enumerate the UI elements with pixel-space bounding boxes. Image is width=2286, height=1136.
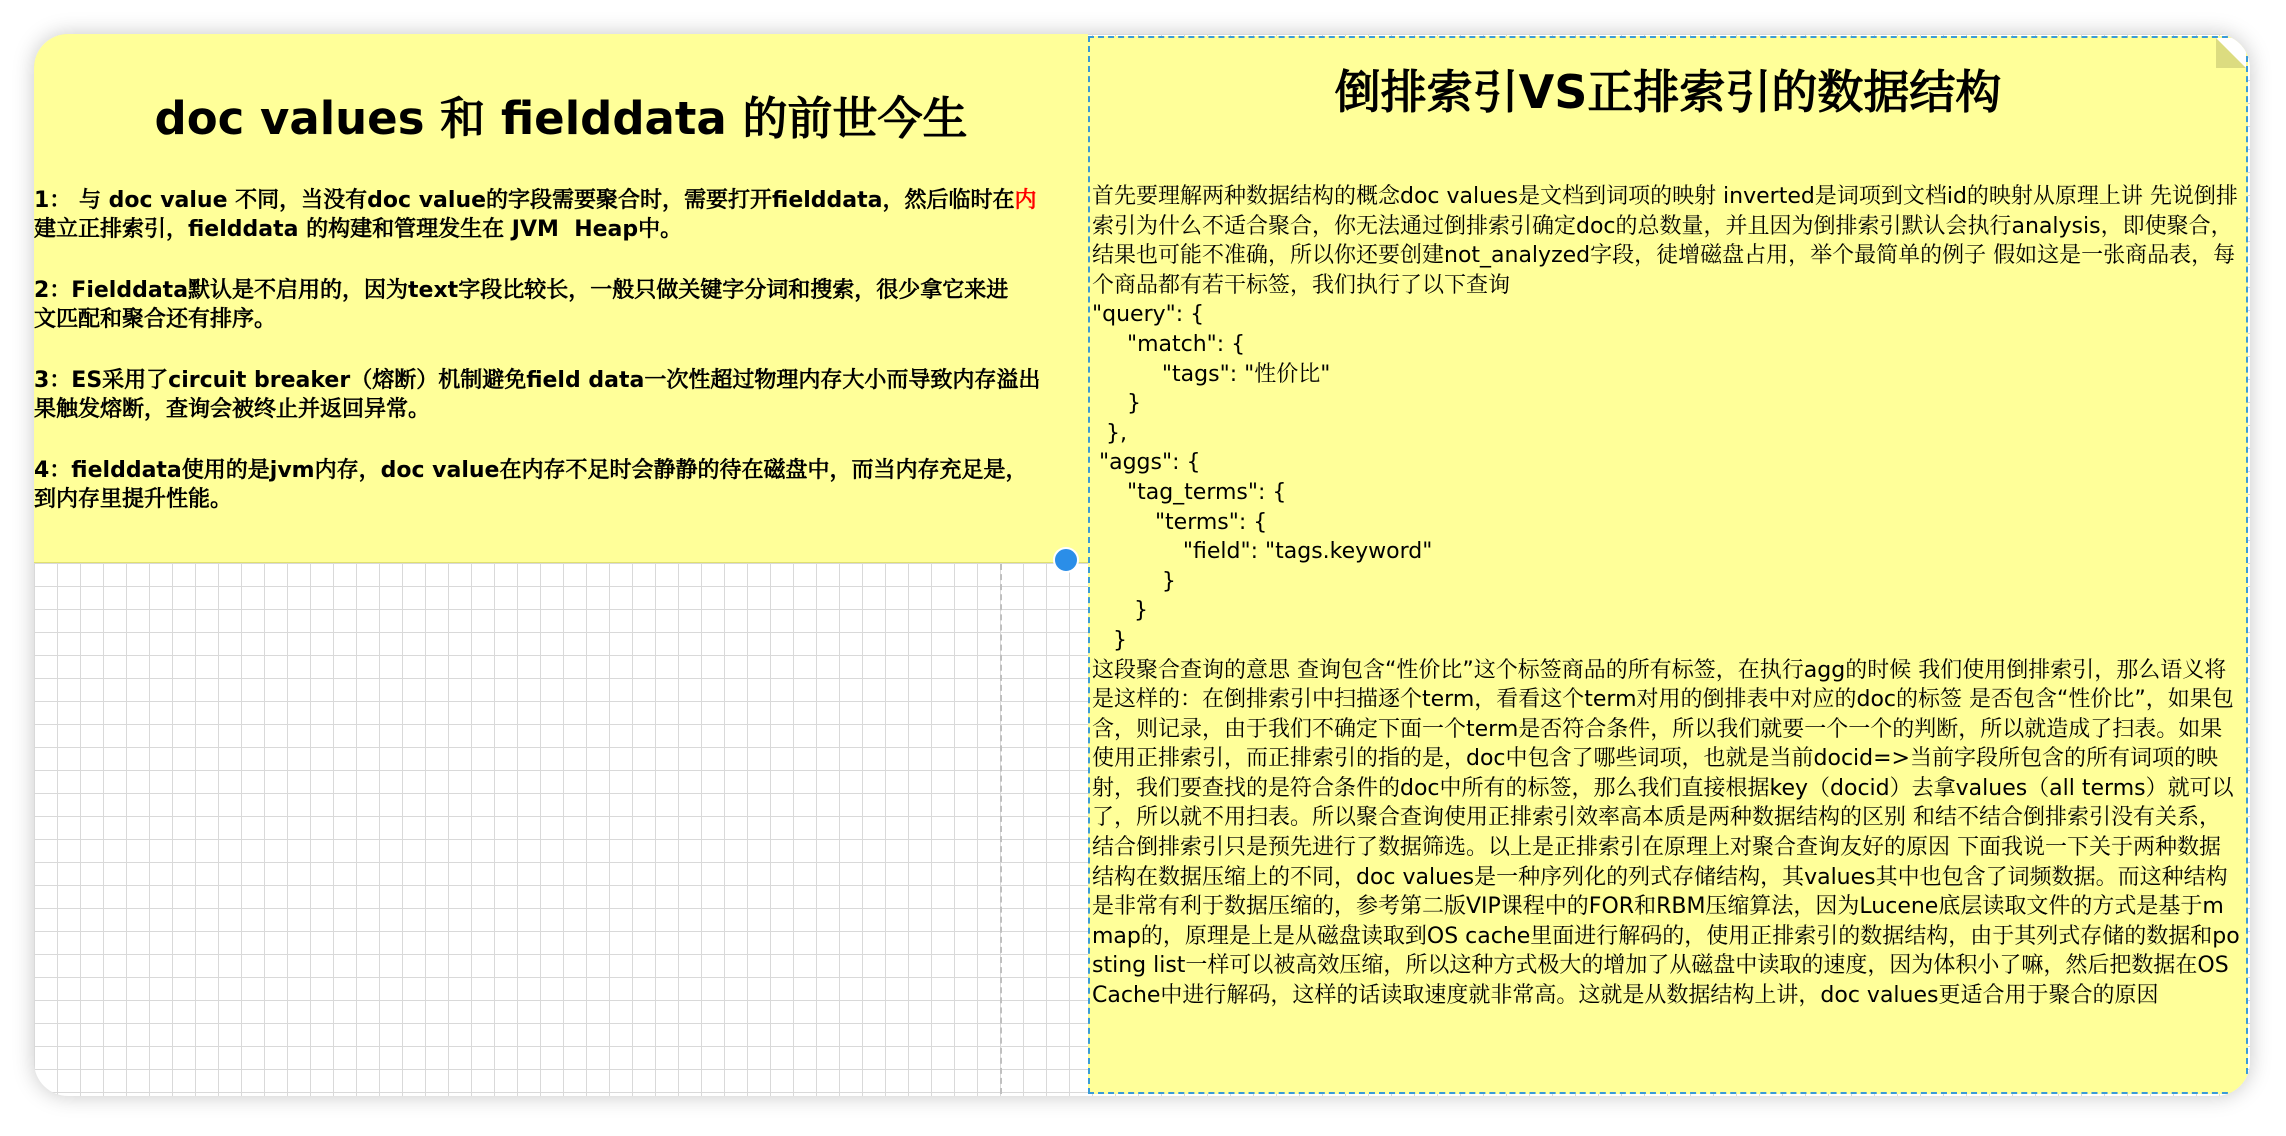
connection-handle[interactable] bbox=[1053, 547, 1079, 573]
canvas-window bbox=[34, 34, 2250, 1096]
note-paragraph-4: 4：fielddata使用的是jvm内存，doc value在内存不足时会静静的待在磁盘中，而当内存充足是， 到内存里提升性能。 bbox=[34, 458, 1028, 512]
intro-text: 首先要理解两种数据结构的概念doc values是文档到词项的映射 inverted是词项到文档id的映射从原理上讲 先说倒排索引为什么不适合聚合，你无法通过倒排索引确定doc的总数量，并且因为倒排索引默认会执行analysis，即使聚合，结果也可能不准确，所以你还要创建not_analyzed字段，徒增磁盘占用，举个最简单的例子 假如这是一张商品表，每个商品都有若干标签，我们执行了以下查询 bbox=[1092, 184, 2238, 298]
code-line: } bbox=[1092, 598, 1148, 624]
note-paragraph-3: 3：ES采用了circuit breaker（熔断）机制避免field data一次性超过物理内存大小而导致内存溢出 果触发熔断，查询会被终止并返回异常。 bbox=[34, 368, 1041, 422]
p1-text: 1： 与 doc value 不同，当没有doc value的字段需要聚合时，需要打开fielddata，然后临时在 bbox=[34, 188, 1015, 213]
explanation-text: 这段聚合查询的意思 查询包含“性价比”这个标签商品的所有标签，在执行agg的时候 我们使用倒排索引，那么语义将是这样的：在倒排索引中扫描逐个term，看看这个term对用的倒排表中对应的doc的标签 是否包含“性价比”，如果包含，则记录，由于我们不确定下面一个term是否符合条件，所以我们就要一个一个的判断，所以就造成了扫表。如果使用正排索引，而正排索引的指的是，doc中包含了哪些词项，也就是当前docid=>当前字段所包含的所有词项的映射，我们要查找的是符合条件的doc中所有的标签，那么我们直接根据key（docid）去拿values（all terms）就可以了，所以就不用扫表。所以聚合查询使用正排索引效率高本质是两种数据结构的区别 和结不结合倒排索引没有关系，结合倒排索引只是预先进行了数据筛选。以上是正排索引在原理上对聚合查询友好的原因 下面我说一下关于两种数据结构在数据压缩上的不同，doc values是一种序列化的列式存储结构，其values其中也包含了词频数据。而这种结构是非常有利于数据压缩的，参考第二版VIP课程中的FOR和RBM压缩算法，因为Lucene底层读取文件的方式是基于mmap的，原理是上是从磁盘读取到OS cache里面进行解码的，使用正排索引的数据结构，由于其列式存储的数据和posting list一样可以被高效压缩，所以这种方式极大的增加了从磁盘中读取的速度，因为体积小了嘛，然后把数据在OS Cache中进行解码，这样的话读取速度就非常高。这就是从数据结构上讲，doc values更适合用于聚合的原因 bbox=[1092, 657, 2240, 1009]
code-line: } bbox=[1092, 627, 1127, 653]
code-line: "aggs": { bbox=[1092, 450, 1201, 476]
note-paragraph-2: 2：Fielddata默认是不启用的，因为text字段比较长，一般只做关键字分词和搜索，很少拿它来进 文匹配和聚合还有排序。 bbox=[34, 278, 1009, 332]
note-paragraph-1 bbox=[34, 186, 1088, 244]
p1-line2: 建立正排索引，fielddata 的构建和管理发生在 JVM Heap中。 bbox=[34, 217, 683, 242]
note-body bbox=[1092, 182, 2242, 1011]
alignment-guide-line bbox=[1000, 564, 1002, 1094]
code-line: "tags": "性价比" bbox=[1092, 361, 1331, 387]
code-line: "tag_terms": { bbox=[1092, 479, 1287, 505]
code-line: "field": "tags.keyword" bbox=[1092, 539, 1433, 565]
note-title: 倒排索引VS正排索引的数据结构 bbox=[1334, 65, 2002, 119]
code-line: }, bbox=[1092, 420, 1127, 446]
code-line: "match": { bbox=[1092, 331, 1246, 357]
code-line: "terms": { bbox=[1092, 509, 1268, 535]
p1-highlight: 内 bbox=[1014, 188, 1037, 213]
sticky-note-index-structures[interactable] bbox=[1088, 36, 2248, 1094]
code-line: } bbox=[1092, 568, 1176, 594]
code-line: } bbox=[1092, 391, 1141, 417]
code-line: "query": { bbox=[1092, 302, 1205, 328]
note-title: doc values 和 fielddata 的前世今生 bbox=[154, 92, 968, 145]
sticky-note-doc-values-fielddata[interactable] bbox=[34, 34, 1088, 563]
